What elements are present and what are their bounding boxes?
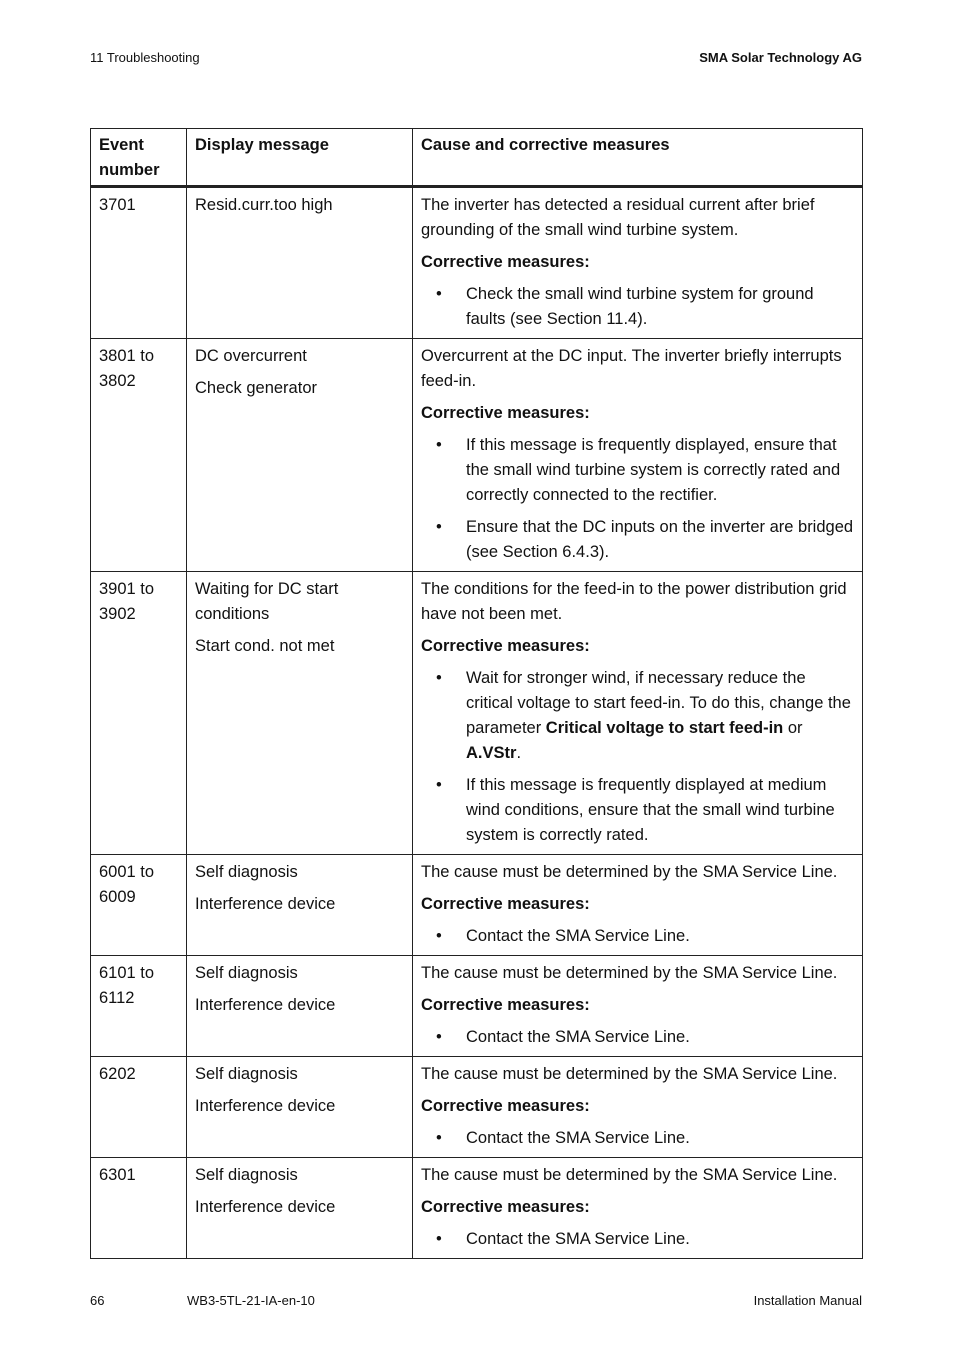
table-row xyxy=(91,956,863,1057)
display-message-cell xyxy=(187,956,413,1057)
cause-cell xyxy=(413,339,863,572)
measures-list xyxy=(421,1227,855,1252)
column-header-display-message: Display message xyxy=(187,129,413,187)
cause-text: The cause must be determined by the SMA Service Line. xyxy=(421,1166,838,1184)
event-number: 6101 to 6112 xyxy=(91,956,187,1057)
table-row xyxy=(91,572,863,855)
display-message: Self diagnosis xyxy=(195,1065,298,1083)
page-number: 66 xyxy=(90,1293,105,1308)
display-message: Interference device xyxy=(195,1097,336,1115)
measures-list xyxy=(421,666,855,848)
running-header-section: 11 Troubleshooting xyxy=(90,50,200,65)
event-number: 3901 to 3902 xyxy=(91,572,187,855)
measure-item: • Contact the SMA Service Line. xyxy=(421,1126,855,1151)
corrective-measures-label: Corrective measures: xyxy=(421,1198,590,1216)
display-message-cell xyxy=(187,1057,413,1158)
event-number: 6001 to 6009 xyxy=(91,855,187,956)
cause-cell xyxy=(413,572,863,855)
display-message: DC overcurrent xyxy=(195,347,307,365)
display-message: Self diagnosis xyxy=(195,964,298,982)
measure-item xyxy=(421,666,855,766)
display-message: Waiting for DC start conditions xyxy=(195,580,339,623)
event-number: 3701 xyxy=(91,187,187,339)
display-message-cell xyxy=(187,855,413,956)
cause-cell xyxy=(413,1057,863,1158)
corrective-measures-label: Corrective measures: xyxy=(421,404,590,422)
measure-item: • Contact the SMA Service Line. xyxy=(421,1227,855,1252)
measure-item: • Contact the SMA Service Line. xyxy=(421,1025,855,1050)
display-message: Start cond. not met xyxy=(195,637,335,655)
cause-text: The cause must be determined by the SMA Service Line. xyxy=(421,863,838,881)
running-header-company: SMA Solar Technology AG xyxy=(699,50,862,65)
table-header-row xyxy=(91,129,863,187)
display-message: Interference device xyxy=(195,1198,336,1216)
corrective-measures-label: Corrective measures: xyxy=(421,637,590,655)
measure-item: • Contact the SMA Service Line. xyxy=(421,924,855,949)
table-row xyxy=(91,339,863,572)
display-message: Interference device xyxy=(195,996,336,1014)
display-message: Check generator xyxy=(195,379,317,397)
table-row xyxy=(91,1158,863,1259)
cause-text: The conditions for the feed-in to the power distribution grid have not been met. xyxy=(421,580,847,623)
event-number: 6301 xyxy=(91,1158,187,1259)
measure-item: • If this message is frequently displayed at medium wind conditions, ensure that the small wind turbine system is correctly rated. xyxy=(421,773,855,848)
measure-text: or xyxy=(783,719,803,737)
cause-text: The cause must be determined by the SMA Service Line. xyxy=(421,964,838,982)
cause-cell xyxy=(413,187,863,339)
document-title: Installation Manual xyxy=(753,1293,862,1308)
measure-item: • If this message is frequently displayed, ensure that the small wind turbine system is correctly rated and correctly connected to the rectifier. xyxy=(421,433,855,508)
display-message: Resid.curr.too high xyxy=(195,196,333,214)
cause-text: The inverter has detected a residual current after brief grounding of the small wind turbine system. xyxy=(421,196,815,239)
cause-text: Overcurrent at the DC input. The inverter briefly interrupts feed-in. xyxy=(421,347,842,390)
measure-item: • Ensure that the DC inputs on the inverter are bridged (see Section 6.4.3). xyxy=(421,515,855,565)
document-id: WB3-5TL-21-IA-en-10 xyxy=(187,1293,315,1308)
table-row xyxy=(91,855,863,956)
measures-list xyxy=(421,1025,855,1050)
measure-text: . xyxy=(516,744,522,762)
measures-list xyxy=(421,282,855,332)
event-messages-table xyxy=(90,128,863,1259)
column-header-cause: Cause and corrective measures xyxy=(413,129,863,187)
column-header-event-number: Event number xyxy=(91,129,187,187)
measures-list xyxy=(421,1126,855,1151)
cause-text: The cause must be determined by the SMA Service Line. xyxy=(421,1065,838,1083)
cause-cell xyxy=(413,1158,863,1259)
display-message: Self diagnosis xyxy=(195,863,298,881)
measures-list xyxy=(421,433,855,565)
measures-list xyxy=(421,924,855,949)
table-row xyxy=(91,187,863,339)
table-row xyxy=(91,1057,863,1158)
corrective-measures-label: Corrective measures: xyxy=(421,253,590,271)
display-message-cell xyxy=(187,339,413,572)
event-number: 6202 xyxy=(91,1057,187,1158)
corrective-measures-label: Corrective measures: xyxy=(421,895,590,913)
display-message-cell xyxy=(187,572,413,855)
parameter-name: A.VStr xyxy=(466,744,517,762)
measure-text: Wait for stronger wind, if necessary reduce the critical voltage to start feed-in. To do this, change the parameter xyxy=(466,669,851,737)
display-message-cell xyxy=(187,1158,413,1259)
cause-cell xyxy=(413,855,863,956)
display-message-cell xyxy=(187,187,413,339)
cause-cell xyxy=(413,956,863,1057)
corrective-measures-label: Corrective measures: xyxy=(421,1097,590,1115)
display-message: Self diagnosis xyxy=(195,1166,298,1184)
display-message: Interference device xyxy=(195,895,336,913)
event-number: 3801 to 3802 xyxy=(91,339,187,572)
parameter-name: Critical voltage to start feed-in xyxy=(545,719,784,737)
measure-item: • Check the small wind turbine system for ground faults (see Section 11.4). xyxy=(421,282,855,332)
corrective-measures-label: Corrective measures: xyxy=(421,996,590,1014)
